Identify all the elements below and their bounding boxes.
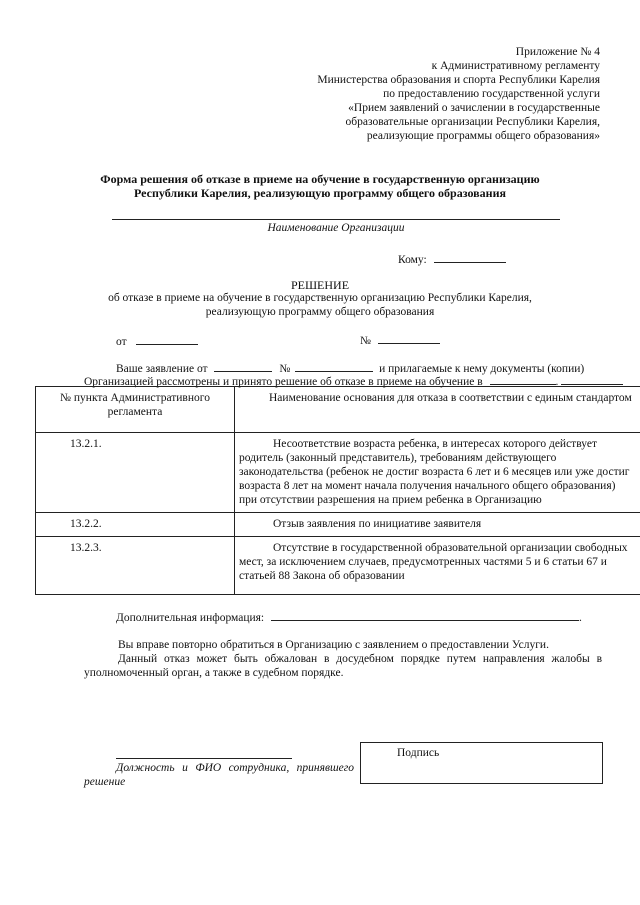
- row-text: Отзыв заявления по инициативе заявителя: [273, 518, 482, 530]
- form-title-line2: Республики Карелия, реализующую программу общего образования: [134, 186, 506, 200]
- row-text-cell: [235, 433, 640, 513]
- header-col1: № пункта Административного регламента: [36, 387, 235, 433]
- decision-date-field: [116, 334, 198, 348]
- annex-line: образовательные организации Республики Карелия,: [345, 116, 600, 128]
- table-header-row: [36, 387, 640, 433]
- row-text: Несоответствие возраста ребенка, в интересах которого действует родитель (законный представитель), требованиям действующего законодательства (ребенок не достиг возраста 6 лет и 6 месяцев или уже достиг возраста 8 лет на момент начала получения начального общего образования): [239, 438, 630, 492]
- annex-line: по предоставлению государственной услуги: [383, 88, 600, 100]
- statement-part1: Ваше заявление от: [116, 363, 208, 375]
- row-num: 13.2.3.: [36, 537, 235, 595]
- statement-part2: №: [279, 363, 291, 375]
- decision-number-field: [360, 333, 440, 347]
- table-row: [36, 513, 640, 537]
- from-label: от: [116, 336, 127, 348]
- annex-line: реализующие программы общего образования»: [366, 130, 600, 142]
- additional-info-label: Дополнительная информация:: [116, 612, 265, 624]
- row-text2: при отсутствии разрешения на прием ребенка в Организацию: [239, 494, 542, 506]
- closing-block: [84, 638, 602, 680]
- annex-line: Приложение № 4: [515, 46, 600, 58]
- additional-info-blank: [271, 610, 579, 621]
- position-label: Должность и ФИО сотрудника, принявшего решение: [84, 762, 354, 788]
- decision-subtitle-1: об отказе в приеме на обучение в государственную организацию Республики Карелия,: [108, 292, 532, 304]
- row-num: 13.2.1.: [36, 433, 235, 513]
- statement-number-blank: [295, 361, 373, 372]
- annex-line: Министерства образования и спорта Республики Карелия: [317, 74, 600, 86]
- org-name-line: [112, 219, 560, 220]
- date-blank: [136, 334, 198, 345]
- annex-line: «Прием заявлений о зачислении в государственные: [348, 102, 600, 114]
- to-field: [398, 252, 506, 266]
- row-num: 13.2.2.: [36, 513, 235, 537]
- statement-line2-end: .: [555, 376, 559, 388]
- decision-subtitle-2: реализующую программу общего образования: [205, 306, 435, 318]
- statement-line1: [116, 361, 584, 375]
- org-name-caption: Наименование Организации: [267, 222, 405, 234]
- decision-heading: РЕШЕНИЕ: [290, 278, 350, 292]
- table-row: [36, 433, 640, 513]
- table-row: [36, 537, 640, 595]
- statement-part3: и прилагаемые к нему документы (копии): [379, 363, 585, 375]
- closing-p1: Вы вправе повторно обратиться в Организацию с заявлением о предоставлении Услуги.: [118, 639, 549, 651]
- reasons-table: [35, 386, 640, 595]
- form-title: [0, 172, 640, 200]
- statement-org-blank: [490, 374, 556, 385]
- additional-info: [116, 610, 582, 624]
- annex-header: [317, 45, 600, 143]
- to-label: Кому:: [398, 254, 427, 266]
- number-label: №: [360, 335, 371, 347]
- statement-date-blank: [214, 361, 272, 372]
- statement-line2-text: Организацией рассмотрены и принято решение об отказе в приеме на обучение в: [84, 376, 483, 388]
- position-signature-line: [116, 758, 292, 759]
- row-text-cell: [235, 513, 640, 537]
- additional-info-end: .: [579, 612, 582, 624]
- annex-line: к Административному регламенту: [431, 60, 600, 72]
- row-text-cell: [235, 537, 640, 595]
- to-blank: [434, 252, 506, 263]
- form-title-line1: Форма решения об отказе в приеме на обучение в государственную организацию: [100, 172, 540, 186]
- row-text: Отсутствие в государственной образовательной организации свободных мест, за исключением случаев, предусмотренных частями 5 и 6 статьи 67 и статьей 88 Закона об образовании: [239, 542, 628, 582]
- header-col2: Наименование основания для отказа в соответствии с единым стандартом: [235, 387, 640, 433]
- statement-tail-blank: [561, 374, 623, 385]
- number-blank: [378, 333, 440, 344]
- signature-box: [360, 742, 603, 784]
- closing-p2: Данный отказ может быть обжалован в досудебном порядке путем направления жалобы в уполномоченный орган, а также в судебном порядке.: [84, 653, 602, 679]
- signature-box-label: Подпись: [397, 747, 440, 759]
